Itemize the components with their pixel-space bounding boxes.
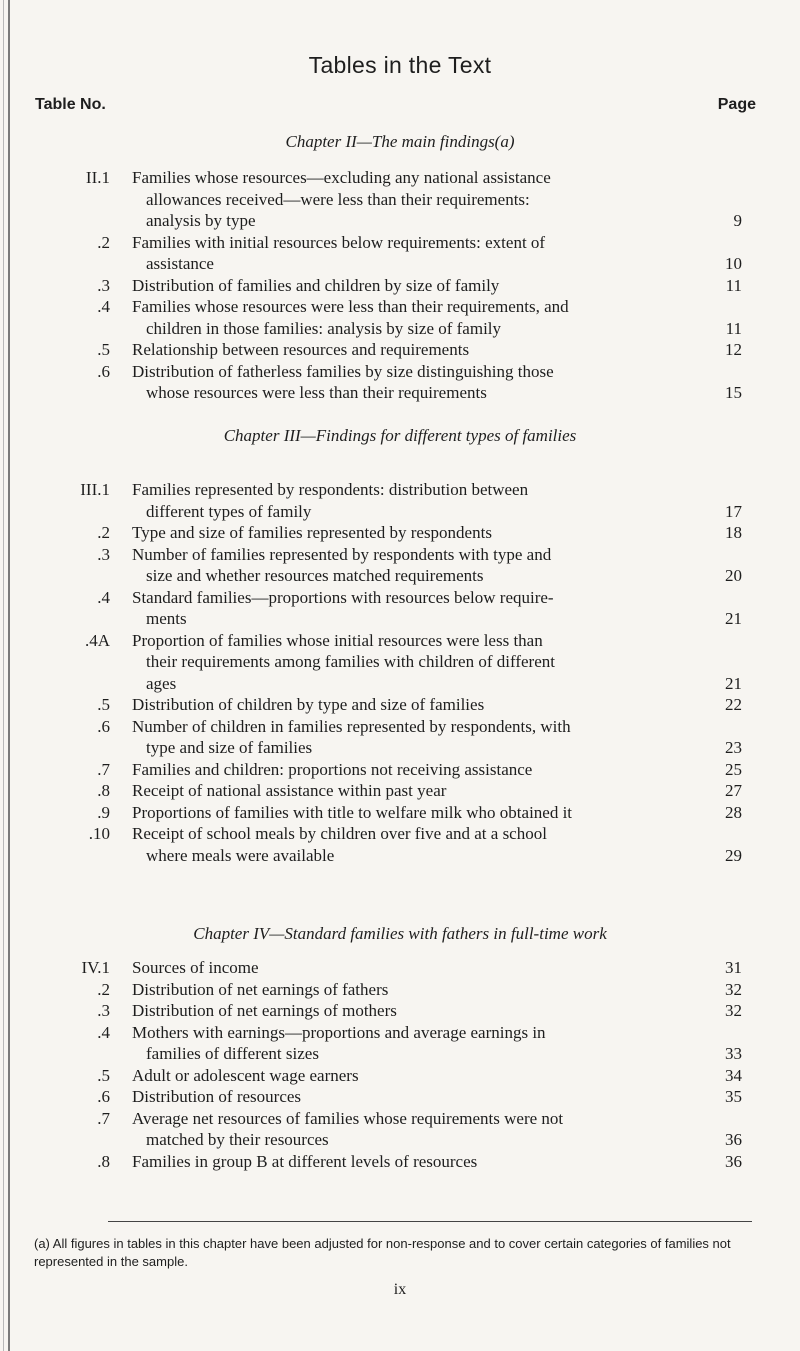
table-entry — [0, 780, 800, 802]
table-title-line: Receipt of national assistance within past year — [132, 781, 447, 800]
table-title-line: Mothers with earnings—proportions and average earnings in — [132, 1022, 546, 1042]
page-number: ix — [393, 1281, 407, 1298]
table-number: .5 — [97, 1065, 110, 1085]
table-title-line: where meals were available — [146, 845, 335, 865]
table-title-line: Sources of income — [132, 958, 259, 977]
table-entry — [0, 630, 800, 695]
chapter-heading: Chapter IV—Standard families with fathers in full-time work — [193, 924, 607, 943]
page-ref: 36 — [725, 1130, 742, 1149]
table-entry — [0, 296, 800, 339]
table-number: II.1 — [85, 168, 110, 187]
table-title-line: whose resources were less than their requirements — [146, 383, 487, 402]
table-title-line: Families whose resources were less than their requirements, and — [132, 297, 569, 316]
table-entry — [0, 339, 800, 361]
table-title — [132, 479, 697, 522]
page-ref: 29 — [725, 845, 742, 865]
table-title — [132, 823, 697, 866]
table-number: .5 — [97, 695, 110, 714]
chapter-heading: Chapter II—The main findings(a) — [285, 132, 515, 151]
table-entry — [0, 167, 800, 232]
table-number: .6 — [97, 361, 110, 381]
table-entry — [0, 694, 800, 716]
table-title-line: assistance — [146, 254, 214, 273]
table-title-line: analysis by type — [146, 211, 256, 230]
table-title — [132, 957, 697, 979]
table-title-line: Distribution of net earnings of fathers — [132, 979, 389, 999]
table-title-line: Distribution of families and children by size of family — [132, 275, 500, 295]
page-ref: 11 — [725, 275, 742, 295]
table-title-line: different types of family — [146, 501, 312, 521]
table-number: .7 — [97, 759, 110, 779]
page-ref: 32 — [725, 1001, 742, 1020]
table-title-line: Distribution of resources — [132, 1087, 302, 1106]
page-title: Tables in the Text — [308, 52, 492, 78]
page-ref: 15 — [725, 383, 742, 402]
page-ref: 9 — [733, 211, 742, 230]
table-entry — [0, 759, 800, 781]
table-title-line: Adult or adolescent wage earners — [132, 1065, 359, 1085]
table-number: .3 — [97, 275, 110, 295]
table-title-line: Type and size of families represented by respondents — [132, 523, 492, 542]
page-ref: 27 — [725, 781, 742, 800]
table-entry — [0, 544, 800, 587]
table-entry — [0, 957, 800, 979]
table-title — [132, 296, 697, 339]
page-ref: 20 — [725, 566, 742, 585]
table-title-line: Receipt of school meals by children over five and at a school — [132, 824, 547, 843]
table-entry — [0, 232, 800, 275]
table-title-line: Families and children: proportions not receiving assistance — [132, 759, 533, 779]
table-title — [132, 232, 697, 275]
table-number: .4 — [97, 297, 110, 316]
table-title-line: Families represented by respondents: distribution between — [132, 480, 529, 499]
table-no-header: Table No. — [35, 96, 106, 113]
table-number: .3 — [97, 544, 110, 564]
table-title-line: ages — [146, 673, 177, 693]
table-title-line: Distribution of children by type and size of families — [132, 695, 485, 714]
page-ref: 22 — [725, 695, 742, 714]
page-ref: 17 — [725, 501, 742, 521]
page-ref: 36 — [725, 1151, 742, 1171]
table-title-line: Proportions of families with title to welfare milk who obtained it — [132, 802, 573, 822]
table-number: .5 — [97, 340, 110, 359]
table-title-line: Distribution of fatherless families by size distinguishing those — [132, 361, 554, 381]
page-ref: 28 — [725, 802, 742, 822]
table-entry — [0, 1065, 800, 1087]
table-entry — [0, 361, 800, 404]
page-ref: 23 — [725, 738, 742, 757]
page-ref: 25 — [725, 759, 742, 779]
table-title — [132, 587, 697, 630]
page-ref: 21 — [725, 609, 742, 628]
table-entry — [0, 823, 800, 866]
table-title-line: their requirements among families with children of different — [146, 652, 555, 671]
table-entry — [0, 802, 800, 824]
table-entry — [0, 522, 800, 544]
table-title-line: Standard families—proportions with resources below require- — [132, 587, 554, 607]
chapter-heading: Chapter III—Findings for different types of families — [223, 426, 577, 445]
page-ref: 34 — [725, 1065, 742, 1085]
table-title-line: matched by their resources — [146, 1130, 329, 1149]
table-title — [132, 716, 697, 759]
table-title — [132, 167, 697, 232]
table-title-line: children in those families: analysis by size of family — [146, 318, 502, 338]
page-ref: 11 — [725, 318, 742, 338]
table-number: III.1 — [80, 480, 110, 499]
table-number: .6 — [97, 716, 110, 736]
footnote-rule — [108, 1221, 752, 1222]
table-number: .3 — [97, 1001, 110, 1020]
table-entry — [0, 1108, 800, 1151]
table-title — [132, 361, 697, 404]
table-title — [132, 275, 697, 297]
table-number: .2 — [97, 979, 110, 999]
table-title — [132, 802, 697, 824]
table-title-line: Distribution of net earnings of mothers — [132, 1001, 397, 1020]
table-title — [132, 1108, 697, 1151]
table-title — [132, 630, 697, 695]
table-number: .8 — [97, 781, 110, 800]
table-title-line: Families whose resources—excluding any national assistance — [132, 168, 551, 187]
page-ref: 31 — [725, 958, 742, 977]
table-title-line: Number of children in families represented by respondents, with — [132, 716, 571, 736]
table-number: .6 — [97, 1087, 110, 1106]
table-number: .2 — [97, 523, 110, 542]
table-title-line: Number of families represented by respondents with type and — [132, 544, 552, 564]
table-title — [132, 979, 697, 1001]
table-entry — [0, 1022, 800, 1065]
table-title — [132, 1065, 697, 1087]
table-title — [132, 759, 697, 781]
table-number: .2 — [97, 232, 110, 252]
table-entry — [0, 1086, 800, 1108]
page-ref: 12 — [725, 340, 742, 359]
table-number: .4 — [97, 1022, 110, 1042]
table-entry — [0, 275, 800, 297]
table-title — [132, 1000, 697, 1022]
table-number: .9 — [97, 802, 110, 822]
table-entry — [0, 979, 800, 1001]
table-title-line: Families in group B at different levels of resources — [132, 1151, 478, 1171]
table-title — [132, 339, 697, 361]
table-title-line: type and size of families — [146, 738, 313, 757]
table-number: .8 — [97, 1151, 110, 1171]
table-title — [132, 1022, 697, 1065]
table-title-line: Families with initial resources below requirements: extent of — [132, 232, 546, 252]
table-title-line: size and whether resources matched requirements — [146, 566, 484, 585]
page-ref: 18 — [725, 523, 742, 542]
page-ref: 35 — [725, 1087, 742, 1106]
table-number: IV.1 — [81, 958, 110, 977]
page-ref: 10 — [725, 254, 742, 273]
table-entry — [0, 479, 800, 522]
footnote: (a) All figures in tables in this chapter have been adjusted for non-response and to cover certain categories of families not represented in the sample. — [34, 1236, 731, 1269]
table-title — [132, 780, 697, 802]
page-header: Page — [717, 96, 756, 113]
table-number: .4 — [97, 587, 110, 607]
table-entry — [0, 587, 800, 630]
table-title — [132, 1086, 697, 1108]
table-title — [132, 1151, 697, 1173]
table-title — [132, 544, 697, 587]
table-number: .4A — [84, 630, 110, 650]
table-title — [132, 522, 697, 544]
table-title-line: families of different sizes — [146, 1044, 319, 1063]
table-title-line: Average net resources of families whose requirements were not — [132, 1108, 564, 1128]
table-number: .10 — [88, 824, 110, 843]
table-entry — [0, 1000, 800, 1022]
page-ref: 21 — [725, 673, 742, 693]
table-title-line: allowances received—were less than their requirements: — [146, 189, 530, 209]
page-ref: 32 — [725, 979, 742, 999]
page-ref: 33 — [725, 1044, 742, 1063]
table-entry — [0, 1151, 800, 1173]
table-title — [132, 694, 697, 716]
table-number: .7 — [97, 1108, 110, 1128]
table-entry — [0, 716, 800, 759]
table-title-line: Proportion of families whose initial resources were less than — [132, 630, 543, 650]
table-title-line: ments — [146, 609, 187, 628]
table-title-line: Relationship between resources and requirements — [132, 340, 470, 359]
